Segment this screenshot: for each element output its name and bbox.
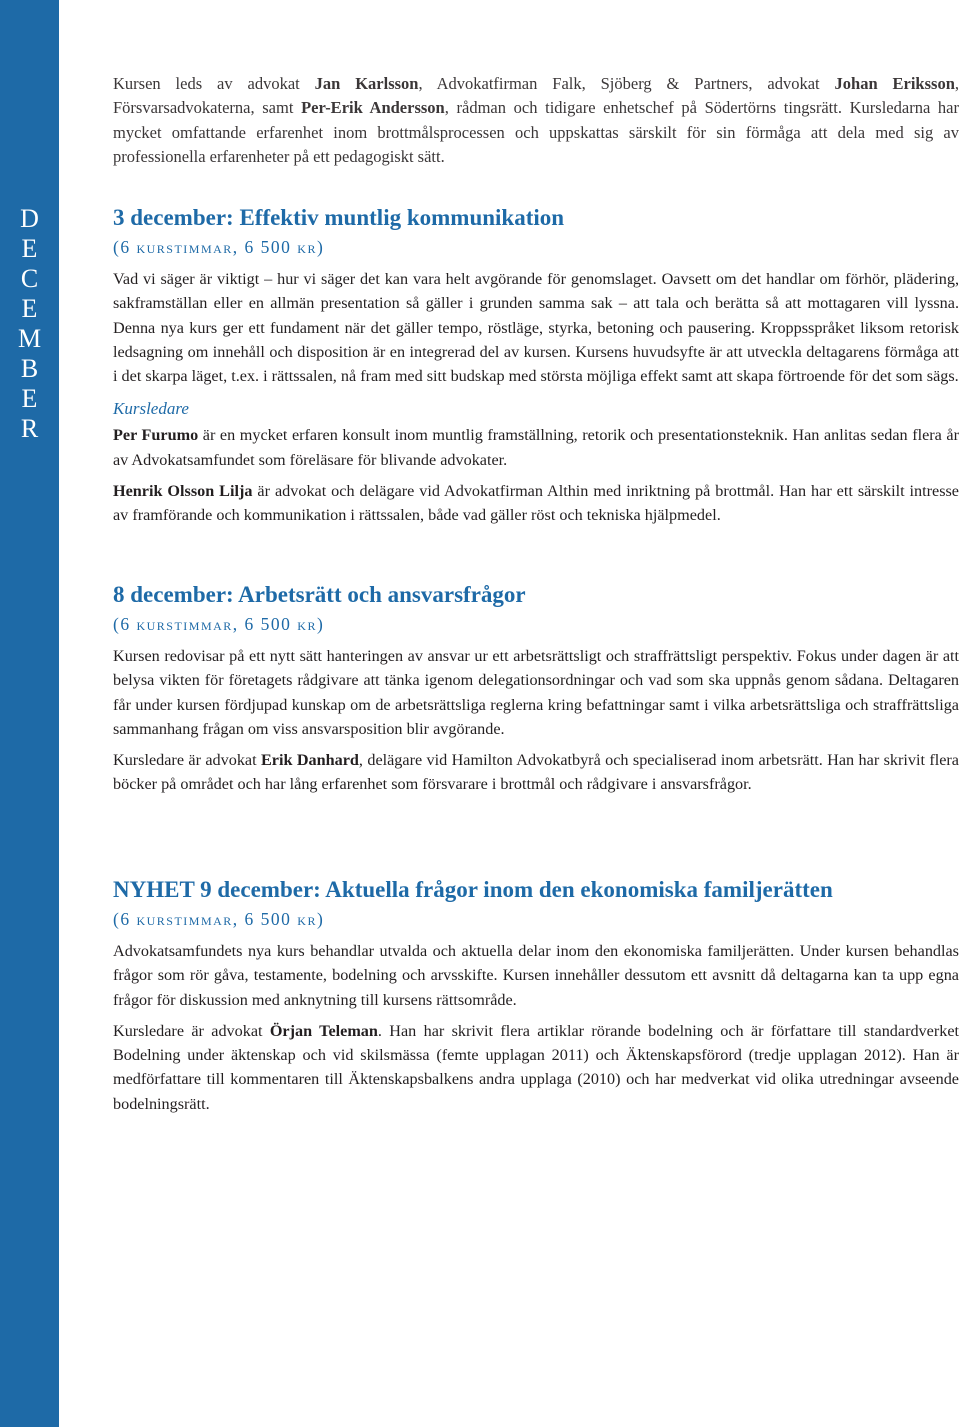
course-description: Advokatsamfundets nya kurs behandlar utvalda och aktuella delar inom den ekonomiska familjerätten. Under kursen behandlas frågor som rör gåva, testamente, bodelning och arvsskifte. Kursen innehåller dessutom ett avsnitt då deltagarna kan ta upp egna frågor för diskussion med anknytning till kursens rättsområde. <box>113 942 959 1009</box>
instructor-name: Jan Karlsson <box>314 74 419 93</box>
course-description: Kursen redovisar på ett nytt sätt hanteringen av ansvar ur ett arbetsrättsligt och straffrättsligt perspektiv. Fokus under dagen är att belysa vikten för företagets rådgivare att tänka igenom delegationsordningar och vad som ska uppnås genom sådana. Deltagaren får under kursen fördjupad kunskap om de arbetsrättsliga reglerna kring befattningar samt i vilka arbetsrättsliga och straffrättsliga sammanhang frågan om viss ansvarsposition blir avgörande. <box>113 647 959 738</box>
intro-text-part: Kursen leds av advokat <box>113 74 315 93</box>
course-leader-bio <box>113 479 959 528</box>
leader-name: Per Furumo <box>113 426 199 445</box>
month-label <box>0 204 59 444</box>
month-letter: E <box>21 384 38 413</box>
month-letter: R <box>20 414 39 443</box>
course-meta: (6 kurstimmar, 6 500 kr) <box>113 909 325 929</box>
month-letter: E <box>21 234 38 263</box>
instructor-name: Per-Erik Andersson <box>301 98 445 118</box>
month-letter: D <box>20 204 39 233</box>
leader-bio-text: , delägare vid Hamilton Advokatbyrå och specialiserad inom arbetsrätt. Han har skrivit flera böcker på området och har lång erfarenhet som försvarare i brottmål och rådgivare i ansvarsfrågor. <box>113 751 959 794</box>
month-letter: B <box>20 354 39 383</box>
course-description: Vad vi säger är viktigt – hur vi säger det kan vara helt avgörande för genomslaget. Oavsett om det handlar om förhör, plädering, sakframställan eller en allmän presentation så gäller i grunden samma sak – att tala och berätta så att mottagaren vill lyssna. Denna nya kurs ger ett fundament när det gäller tempo, röstläge, styrka, betoning och pausering. Kroppsspråket liksom retorisk ledsagning om innehåll och disposition är en integrerad del av kursen. Kursens huvudsyfte är att utveckla deltagarens förmåga att i det skarpa läget, t.ex. i rättssalen, nå fram med sitt budskap med största möjliga effekt samt att skapa förtroende för det som sägs. <box>113 270 959 386</box>
course-leader-bio <box>113 1019 959 1116</box>
month-letter: E <box>21 294 38 323</box>
instructor-name: Johan Eriksson <box>834 74 955 93</box>
course-section <box>113 580 959 797</box>
leader-bio-text: . Han har skrivit flera artiklar rörande bodelning och är författare till standardverket Bodelning under äktenskap och vid skilsmässa (femte upplagan 2011) och Äktenskapsförord (tredje upplagan 2012). Han är medförfattare till kommentaren till Äktenskapsbalkens andra upplaga (2010) och har medverkat vid olika utredningar avseende bodelningsrätt. <box>113 1021 960 1113</box>
leader-prefix: Kursledare är advokat <box>113 751 261 770</box>
course-title: 8 december: Arbetsrätt och ansvarsfrågor <box>113 582 526 607</box>
course-leader-heading: Kursledare <box>113 399 189 419</box>
intro-text-part: , Advokatfirman Falk, Sjöberg & Partners, advokat <box>418 74 835 93</box>
course-leader-bio <box>113 748 959 797</box>
leader-name: Örjan Teleman <box>269 1021 378 1040</box>
course-meta: (6 kurstimmar, 6 500 kr) <box>113 614 325 634</box>
intro-text <box>113 72 959 169</box>
leader-name: Henrik Olsson Lilja <box>113 482 253 501</box>
leader-name: Erik Danhard <box>260 751 359 770</box>
course-title: NYHET 9 december: Aktuella frågor inom den ekonomiska familjerätten <box>113 877 833 902</box>
month-letter: C <box>20 264 39 293</box>
leader-bio-text: är advokat och delägare vid Advokatfirman Althin med inriktning på brottmål. Han har ett särskilt intresse av framförande och kommunikation i rättssalen, både vad gäller röst och tekniska hjälpmedel. <box>113 482 959 525</box>
leader-prefix: Kursledare är advokat <box>113 1021 270 1040</box>
intro-paragraph <box>113 72 959 169</box>
course-section <box>113 203 959 528</box>
month-letter: M <box>17 324 42 353</box>
course-leader-bio <box>113 423 959 472</box>
course-meta: (6 kurstimmar, 6 500 kr) <box>113 237 325 257</box>
course-section <box>113 875 959 1116</box>
intro-text-part: , Försvarsadvokaterna, samt <box>113 74 959 118</box>
leader-bio-text: är en mycket erfaren konsult inom muntlig framställning, retorik och presentationsteknik. Han anlitas sedan flera år av Advokatsamfundet som föreläsare för blivande advokater. <box>113 426 960 469</box>
sidebar-band <box>0 0 59 1427</box>
course-title: 3 december: Effektiv muntlig kommunikation <box>113 205 565 230</box>
intro-text-part: , rådman och tidigare enhetschef på Södertörns tingsrätt. Kursledarna har mycket omfattande erfarenhet inom brottmålsprocessen och uppskattas särskilt för sin förmåga att dela med sig av professionella erfarenheter på ett pedagogiskt sätt. <box>113 98 959 166</box>
